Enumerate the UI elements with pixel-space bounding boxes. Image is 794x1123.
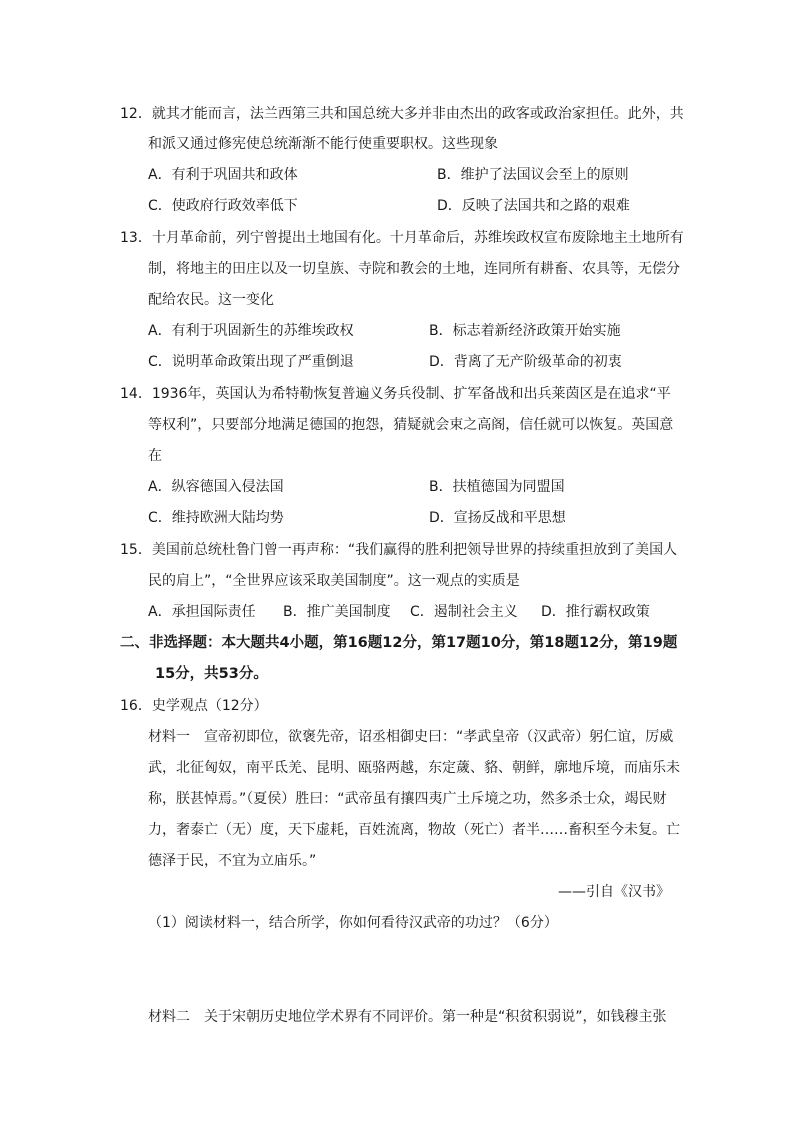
- q15-option-c[interactable]: C．遏制社会主义: [410, 604, 518, 620]
- q14-option-d[interactable]: D．宣扬反战和平思想: [429, 510, 566, 526]
- section-two-heading: 二、非选择题：本大题共4小题，第16题12分，第17题10分，第18题12分，第19题: [120, 635, 678, 651]
- q16-material2-line-1: 材料二 关于宋朝历史地位学术界有不同评价。第一种是“积贫积弱说”，如钱穆主张: [148, 1009, 667, 1025]
- q16-material1-line-4: 力，奢泰亡（无）度，天下虚耗，百姓流离，物故（死亡）者半……畜积至今未复。亡: [148, 822, 680, 838]
- q16-material1-line-1: 材料一 宣帝初即位，欲褒先帝，诏丞相御史曰：“孝武皇帝（汉武帝）躬仁谊，厉威: [148, 729, 674, 745]
- q14-line-3: 在: [148, 448, 162, 464]
- q12-line-2: 和派又通过修宪使总统渐渐不能行使重要职权。这些现象: [148, 136, 498, 152]
- q14-line-2: 等权利”，只要部分地满足德国的抱怨，猜疑就会束之高阁，信任就可以恢复。英国意: [148, 417, 674, 433]
- q16-source-citation: ——引自《汉书》: [558, 884, 670, 900]
- q13-option-d[interactable]: D．背离了无产阶级革命的初衷: [429, 354, 622, 370]
- q14-option-b[interactable]: B．扶植德国为同盟国: [429, 479, 565, 495]
- q15-line-2: 民的肩上”，“全世界应该采取美国制度”。这一观点的实质是: [148, 573, 520, 589]
- q15-line-1: 15．美国前总统杜鲁门曾一再声称：“我们赢得的胜利把领导世界的持续重担放到了美国人: [120, 542, 678, 558]
- q12-option-a[interactable]: A．有利于巩固共和政体: [148, 167, 298, 183]
- q16-material1-line-3: 称，朕甚悼焉。”（夏侯）胜曰：“武帝虽有攘四夷广土斥境之功，然多杀士众，竭民财: [148, 791, 667, 807]
- q13-option-c[interactable]: C．说明革命政策出现了严重倒退: [148, 354, 354, 370]
- q15-option-a[interactable]: A．承担国际责任: [148, 604, 256, 620]
- q12-option-d[interactable]: D．反映了法国共和之路的艰难: [437, 198, 630, 214]
- q13-line-1: 13．十月革命前，列宁曾提出土地国有化。十月革命后，苏维埃政权宣布废除地主土地所有: [120, 230, 684, 246]
- section-two-heading-cont: 15分，共53分。: [155, 666, 268, 682]
- q14-line-1: 14．1936年，英国认为希特勒恢复普遍义务兵役制、扩军备战和出兵莱茵区是在追求“平: [120, 386, 671, 402]
- q13-option-a[interactable]: A．有利于巩固新生的苏维埃政权: [148, 323, 354, 339]
- q12-line-1: 12．就其才能而言，法兰西第三共和国总统大多并非由杰出的政客或政治家担任。此外，共: [120, 106, 684, 122]
- q13-line-2: 制，将地主的田庄以及一切皇族、寺院和教会的土地，连同所有耕畜、农具等，无偿分: [148, 261, 680, 277]
- q12-option-b[interactable]: B．维护了法国议会至上的原则: [437, 167, 629, 183]
- q15-option-b[interactable]: B．推广美国制度: [283, 604, 391, 620]
- q14-option-a[interactable]: A．纵容德国入侵法国: [148, 479, 284, 495]
- q16-material1-line-5: 德泽于民，不宜为立庙乐。”: [148, 853, 317, 869]
- q13-option-b[interactable]: B．标志着新经济政策开始实施: [429, 323, 621, 339]
- q14-option-c[interactable]: C．维持欧洲大陆均势: [148, 510, 284, 526]
- q16-title: 16．史学观点（12分）: [120, 698, 268, 714]
- q15-option-d[interactable]: D．推行霸权政策: [541, 604, 650, 620]
- q12-option-c[interactable]: C．使政府行政效率低下: [148, 198, 298, 214]
- q13-line-3: 配给农民。这一变化: [148, 292, 274, 308]
- q16-subquestion-1: （1）阅读材料一，结合所学，你如何看待汉武帝的功过？（6分）: [148, 915, 558, 931]
- q16-material1-line-2: 武，北征匈奴，南平氐羌、昆明、瓯骆两越，东定薉、貉、朝鲜，廓地斥境，而庙乐未: [148, 760, 680, 776]
